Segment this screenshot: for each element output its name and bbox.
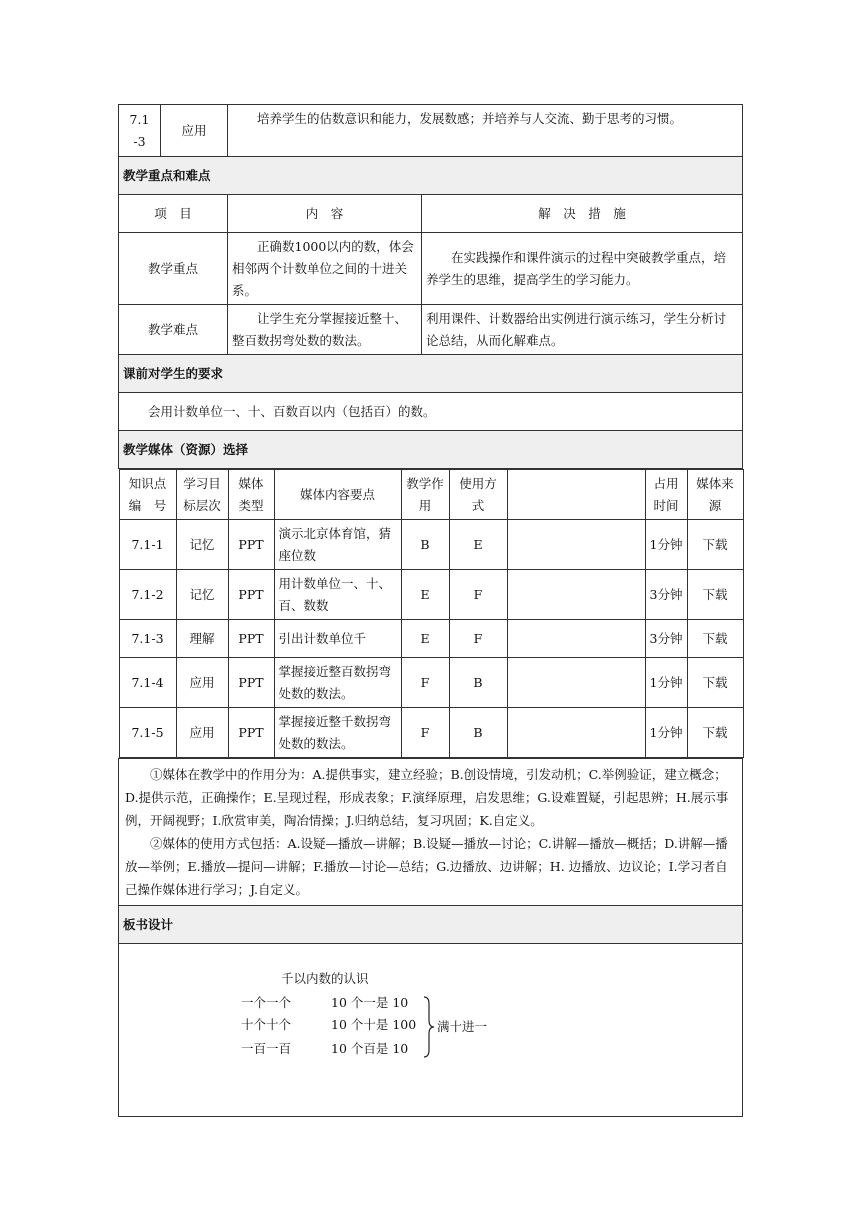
lesson-plan-page [118, 104, 742, 1117]
media-cell: F [401, 708, 449, 758]
media-cell: 下载 [687, 708, 743, 758]
media-cell [507, 620, 645, 658]
media-row [119, 520, 743, 570]
objective-row [119, 105, 743, 157]
media-cell: 引出计数单位千 [274, 620, 401, 658]
media-cell [507, 658, 645, 708]
media-table [119, 469, 744, 758]
media-header-role: 教学作用 [401, 470, 449, 520]
media-cell: PPT [228, 658, 274, 708]
media-header-blank [507, 470, 645, 520]
requirements-row [119, 393, 743, 431]
header-item: 项 目 [119, 195, 228, 233]
key-point-row [119, 233, 743, 305]
media-row [119, 708, 743, 758]
media-cell: 记忆 [176, 520, 228, 570]
media-header-type: 媒体类型 [228, 470, 274, 520]
key-point-item: 教学重点 [119, 233, 228, 305]
media-row [119, 570, 743, 620]
media-cell: 7.1-3 [119, 620, 176, 658]
media-cell: 7.1-1 [119, 520, 176, 570]
board-brace-label: 满十进一 [437, 1019, 488, 1034]
header-measure: 解 决 措 施 [422, 195, 743, 233]
media-cell: 用计数单位一、十、百、数数 [274, 570, 401, 620]
difficulty-measure: 利用课件、计数器给出实例进行演示练习，学生分析讨论总结，从而化解难点。 [422, 305, 743, 355]
requirements-header-row [119, 355, 743, 393]
requirements-section-title: 课前对学生的要求 [119, 355, 743, 393]
objective-text: 培养学生的估数意识和能力，发展数感；并培养与人交流、勤于思考的习惯。 [228, 105, 743, 157]
media-cell: 7.1-4 [119, 658, 176, 708]
media-cell: 3分钟 [645, 620, 687, 658]
board-cell [119, 944, 743, 1117]
board-title: 千以内数的认识 [281, 971, 369, 986]
media-notes [119, 759, 743, 906]
board-line-left: 一个一个 [241, 995, 292, 1010]
media-cell: B [401, 520, 449, 570]
media-cell: 演示北京体育馆，猜座位数 [274, 520, 401, 570]
media-cell: 1分钟 [645, 520, 687, 570]
curly-brace-icon [423, 996, 435, 1058]
media-cell: B [449, 708, 507, 758]
media-cell: 掌握接近整百数拐弯处数的数法。 [274, 658, 401, 708]
media-table-row [119, 469, 743, 759]
media-header-source: 媒体来源 [687, 470, 743, 520]
media-cell: E [401, 620, 449, 658]
media-note-roles: ①媒体在教学中的作用分为：A.提供事实，建立经验；B.创设情境，引发动机；C.举例验证，建立概念；D.提供示范，正确操作；E.呈现过程，形成表象；F.演绎原理，启发思维；G.设难置疑，引起思辨；H.展示事例，开阔视野；I.欣赏审美，陶冶情操；J.归纳总结，复习巩固；K.自定义。 [125, 767, 729, 828]
media-cell: F [449, 570, 507, 620]
board-section-title: 板书设计 [119, 906, 743, 944]
media-header-code: 知识点编 号 [119, 470, 176, 520]
board-line-right: 10 个百是 10 [331, 1041, 409, 1056]
media-note-usage: ②媒体的使用方式包括：A.设疑—播放—讲解；B.设疑—播放—讨论；C.讲解—播放—概括；D.讲解—播放—举例；E.播放—提问—讲解；F.播放—讨论—总结；G.边播放、边讲解；H. 边播放、边议论；I.学习者自己操作媒体进行学习；J.自定义。 [125, 836, 728, 897]
media-cell: E [449, 520, 507, 570]
board-line-right: 10 个一是 10 [331, 995, 409, 1010]
media-cell: 1分钟 [645, 658, 687, 708]
media-cell: 3分钟 [645, 570, 687, 620]
board-line-left: 十个十个 [241, 1017, 292, 1032]
media-cell [507, 708, 645, 758]
media-cell: 7.1-2 [119, 570, 176, 620]
media-cell: 掌握接近整千数拐弯处数的数法。 [274, 708, 401, 758]
media-cell: 下载 [687, 620, 743, 658]
requirements-text: 会用计数单位一、十、百数百以内（包括百）的数。 [119, 393, 743, 431]
media-cell [507, 520, 645, 570]
media-cell: 下载 [687, 658, 743, 708]
board-line-left: 一百一百 [241, 1041, 292, 1056]
key-points-section-title: 教学重点和难点 [119, 157, 743, 195]
difficulty-item: 教学难点 [119, 305, 228, 355]
media-cell: PPT [228, 708, 274, 758]
objective-level: 应用 [161, 105, 228, 157]
media-cell: 应用 [176, 708, 228, 758]
lesson-plan-table [118, 104, 743, 1117]
media-cell: 理解 [176, 620, 228, 658]
media-cell: E [401, 570, 449, 620]
key-points-column-headers [119, 195, 743, 233]
media-header-level: 学习目标层次 [176, 470, 228, 520]
media-cell: 7.1-5 [119, 708, 176, 758]
media-cell [507, 570, 645, 620]
media-cell: PPT [228, 620, 274, 658]
media-cell: 记忆 [176, 570, 228, 620]
key-points-header-row [119, 157, 743, 195]
media-header-usage: 使用方式 [449, 470, 507, 520]
media-cell: 下载 [687, 570, 743, 620]
difficulty-row [119, 305, 743, 355]
board-header-row [119, 906, 743, 944]
media-section-title: 教学媒体（资源）选择 [119, 431, 743, 469]
media-column-headers [119, 470, 743, 520]
media-cell: 应用 [176, 658, 228, 708]
key-point-measure: 在实践操作和课件演示的过程中突破教学重点，培养学生的思维，提高学生的学习能力。 [422, 233, 743, 305]
media-cell: PPT [228, 570, 274, 620]
objective-code: 7.1 -3 [119, 105, 161, 157]
board-row [119, 944, 743, 1117]
difficulty-content: 让学生充分掌握接近整十、整百数拐弯处数的数法。 [228, 305, 422, 355]
media-cell: PPT [228, 520, 274, 570]
media-row [119, 620, 743, 658]
media-row [119, 658, 743, 708]
media-header-row [119, 431, 743, 469]
media-notes-row [119, 759, 743, 906]
media-cell: B [449, 658, 507, 708]
media-cell: F [449, 620, 507, 658]
board-design [119, 944, 742, 1116]
media-cell: F [401, 658, 449, 708]
media-cell: 下载 [687, 520, 743, 570]
key-point-content: 正确数1000以内的数，体会相邻两个计数单位之间的十进关系。 [228, 233, 422, 305]
media-header-time: 占用时间 [645, 470, 687, 520]
header-content: 内 容 [228, 195, 422, 233]
media-header-content: 媒体内容要点 [274, 470, 401, 520]
media-cell: 1分钟 [645, 708, 687, 758]
board-line-right: 10 个十是 100 [331, 1017, 417, 1032]
